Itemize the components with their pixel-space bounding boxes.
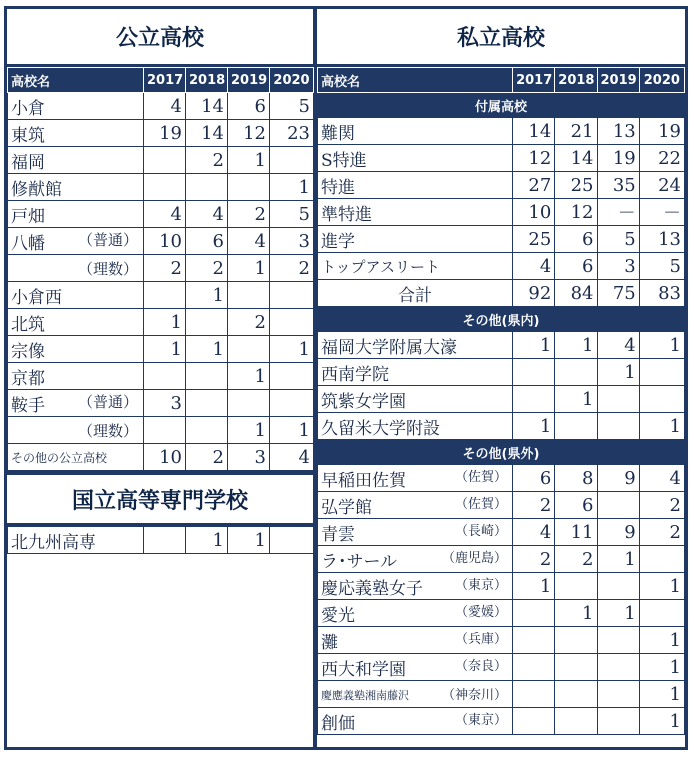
school-name-cell	[318, 465, 513, 492]
school-name: 久留米大学附設	[321, 418, 440, 439]
school-name-cell	[318, 600, 513, 627]
count-2019	[597, 681, 639, 708]
school-name-cell	[8, 120, 144, 147]
count-2019: 6	[228, 93, 270, 120]
count-2020: 5	[639, 253, 684, 280]
table-row	[318, 253, 685, 280]
section-header-row	[318, 93, 685, 118]
table-row	[318, 172, 685, 199]
header-2019: 2019	[228, 68, 270, 93]
prefecture-label: （奈良）	[455, 658, 508, 674]
count-2017	[513, 386, 555, 413]
school-name-cell	[8, 444, 144, 471]
right-panel	[317, 9, 685, 747]
count-2017	[144, 417, 186, 444]
count-2020: 1	[639, 627, 684, 654]
school-name-cell	[8, 309, 144, 336]
public-table	[7, 67, 314, 471]
count-2019: 9	[597, 519, 639, 546]
count-2017: 10	[144, 228, 186, 255]
school-name: ラ･サール	[321, 551, 398, 572]
count-2019: 35	[597, 172, 639, 199]
count-2019: 1	[597, 359, 639, 386]
school-name: 八幡	[11, 233, 45, 254]
header-2017: 2017	[144, 68, 186, 93]
total-row	[318, 280, 685, 307]
count-2017	[513, 627, 555, 654]
school-name: 北九州高専	[11, 532, 96, 553]
count-2020: 1	[639, 332, 684, 359]
table-row	[318, 465, 685, 492]
header-2017: 2017	[513, 68, 555, 93]
count-2019: 5	[597, 226, 639, 253]
private-header-row	[318, 68, 685, 93]
count-2018	[555, 708, 597, 735]
count-2017: 14	[513, 118, 555, 145]
count-2018	[555, 681, 597, 708]
header-2019: 2019	[597, 68, 639, 93]
count-2017	[513, 600, 555, 627]
school-name: 進学	[321, 231, 355, 252]
count-2018: 6	[186, 228, 228, 255]
school-name: 小倉西	[11, 287, 62, 308]
table-row	[318, 332, 685, 359]
table-row	[8, 147, 314, 174]
public-header-row	[8, 68, 314, 93]
prefecture-label: （兵庫）	[455, 631, 508, 647]
table-row	[318, 681, 685, 708]
count-2017: 6	[513, 465, 555, 492]
table-row	[318, 226, 685, 253]
table-row	[8, 174, 314, 201]
count-2018	[555, 359, 597, 386]
count-2017: 2	[513, 492, 555, 519]
school-name: 福岡大学附属大濠	[321, 337, 457, 358]
count-2017: 12	[513, 145, 555, 172]
table-row	[8, 336, 314, 363]
prefecture-label: （長崎）	[455, 523, 508, 539]
count-2019	[228, 174, 270, 201]
section-label: その他(県外)	[318, 440, 685, 465]
school-name-cell	[318, 681, 513, 708]
count-2018	[186, 363, 228, 390]
school-name-cell	[8, 527, 144, 554]
count-2020	[270, 363, 314, 390]
prefecture-label: （愛媛）	[455, 604, 508, 620]
header-2018: 2018	[555, 68, 597, 93]
count-2020	[639, 600, 684, 627]
school-name-cell	[8, 201, 144, 228]
prefecture-label: （佐賀）	[455, 496, 508, 512]
count-2018: 6	[555, 492, 597, 519]
count-2018: 14	[186, 93, 228, 120]
section-header-row	[318, 440, 685, 465]
count-2018: 12	[555, 199, 597, 226]
section-label: 付属高校	[318, 93, 685, 118]
school-name-cell	[8, 363, 144, 390]
count-2017	[513, 681, 555, 708]
count-2018	[186, 174, 228, 201]
count-2019: 75	[597, 280, 639, 307]
section-header-row	[318, 307, 685, 332]
count-2017: 1	[513, 332, 555, 359]
school-name: 北筑	[11, 314, 45, 335]
private-table	[317, 67, 685, 735]
school-name: 西南学院	[321, 364, 389, 385]
count-2017: 1	[144, 309, 186, 336]
count-2017: 10	[144, 444, 186, 471]
school-name-cell	[318, 573, 513, 600]
school-name-cell	[318, 708, 513, 735]
count-2018: 1	[555, 600, 597, 627]
count-2017: 4	[144, 201, 186, 228]
school-name: 早稲田佐賀	[321, 470, 406, 491]
school-name-cell	[318, 172, 513, 199]
count-2020: 1	[639, 413, 684, 440]
count-2020	[270, 282, 314, 309]
table-row	[318, 199, 685, 226]
count-2020	[270, 147, 314, 174]
prefecture-label: （東京）	[455, 577, 508, 593]
count-2019	[228, 336, 270, 363]
count-2019	[597, 492, 639, 519]
count-2018	[555, 413, 597, 440]
count-2018	[555, 654, 597, 681]
table-row	[8, 363, 314, 390]
count-2020: 1	[639, 654, 684, 681]
school-name-cell	[318, 519, 513, 546]
school-name-cell	[8, 255, 144, 282]
school-name-cell	[318, 226, 513, 253]
count-2019	[228, 390, 270, 417]
table-row	[8, 527, 314, 554]
count-2020: 2	[639, 519, 684, 546]
count-2020: 1	[639, 708, 684, 735]
course-label: （普通）	[77, 392, 138, 411]
count-2019	[597, 413, 639, 440]
school-name: 創価	[321, 713, 355, 734]
prefecture-label: （神奈川）	[442, 688, 508, 703]
table-row	[318, 118, 685, 145]
national-table	[7, 526, 314, 554]
count-2020: 13	[639, 226, 684, 253]
count-2017: 1	[513, 413, 555, 440]
school-name: 東筑	[11, 125, 45, 146]
table-row	[318, 627, 685, 654]
count-2017	[513, 654, 555, 681]
header-school: 高校名	[8, 68, 144, 93]
count-2020: 1	[270, 336, 314, 363]
school-name-cell	[318, 332, 513, 359]
school-name: 小倉	[11, 98, 45, 119]
count-2018: 14	[186, 120, 228, 147]
count-2020	[639, 546, 684, 573]
school-name-cell	[318, 654, 513, 681]
count-2020: 2	[639, 492, 684, 519]
count-2018: 1	[186, 282, 228, 309]
count-2020: 19	[639, 118, 684, 145]
count-2020: 2	[270, 255, 314, 282]
school-name-cell	[318, 145, 513, 172]
count-2017	[144, 174, 186, 201]
header-2018: 2018	[186, 68, 228, 93]
table-row	[318, 654, 685, 681]
school-name: その他の公立高校	[11, 451, 108, 465]
count-2020: －	[639, 199, 684, 226]
school-name: 青雲	[321, 524, 355, 545]
private-table-body	[318, 68, 685, 735]
count-2020: 1	[270, 417, 314, 444]
table-row	[318, 413, 685, 440]
count-2017	[144, 147, 186, 174]
school-name: 宗像	[11, 341, 45, 362]
count-2018: 11	[555, 519, 597, 546]
count-2020: 5	[270, 93, 314, 120]
course-label: （普通）	[77, 230, 138, 249]
school-name-cell	[8, 282, 144, 309]
school-name-cell	[8, 93, 144, 120]
count-2017: 19	[144, 120, 186, 147]
count-2019: 2	[228, 201, 270, 228]
table-row	[318, 573, 685, 600]
table-row	[8, 390, 314, 417]
count-2019: 9	[597, 465, 639, 492]
count-2018	[186, 309, 228, 336]
table-row	[8, 417, 314, 444]
count-2020: 1	[639, 573, 684, 600]
count-2018	[555, 627, 597, 654]
count-2018: 2	[186, 255, 228, 282]
count-2017	[513, 708, 555, 735]
count-2018: 2	[186, 444, 228, 471]
private-title: 私立高校	[456, 26, 545, 51]
national-table-body	[8, 527, 314, 554]
count-2017	[144, 282, 186, 309]
school-name-cell	[318, 627, 513, 654]
header-2020: 2020	[639, 68, 684, 93]
count-2020	[639, 359, 684, 386]
public-title: 公立高校	[115, 26, 204, 51]
prefecture-label: （鹿児島）	[442, 550, 508, 566]
table-row	[8, 309, 314, 336]
count-2019: 1	[228, 255, 270, 282]
count-2020: 1	[270, 174, 314, 201]
count-2018: 6	[555, 253, 597, 280]
count-2020: 4	[270, 444, 314, 471]
school-name-cell	[8, 417, 144, 444]
count-2017	[144, 363, 186, 390]
count-2018: 1	[186, 527, 228, 554]
public-table-body	[8, 68, 314, 471]
school-name: 鞍手	[11, 395, 45, 416]
count-2019: 1	[597, 546, 639, 573]
count-2018	[186, 417, 228, 444]
table-row	[318, 519, 685, 546]
table-row	[318, 600, 685, 627]
table-row	[8, 201, 314, 228]
count-2018: 84	[555, 280, 597, 307]
count-2019: 2	[228, 309, 270, 336]
count-2019	[597, 627, 639, 654]
prefecture-label: （佐賀）	[455, 469, 508, 485]
table-row	[8, 282, 314, 309]
count-2017	[144, 527, 186, 554]
count-2020: 4	[639, 465, 684, 492]
school-name-cell	[318, 280, 513, 307]
count-2020	[270, 309, 314, 336]
count-2018	[186, 390, 228, 417]
table-row	[318, 708, 685, 735]
count-2019	[597, 708, 639, 735]
school-name: 西大和学園	[321, 659, 406, 680]
school-name: 福岡	[11, 152, 45, 173]
prefecture-label: （東京）	[455, 712, 508, 728]
count-2020: 23	[270, 120, 314, 147]
count-2017: 10	[513, 199, 555, 226]
table-row	[8, 120, 314, 147]
count-2019	[597, 654, 639, 681]
count-2019: 1	[228, 363, 270, 390]
count-2019: 3	[597, 253, 639, 280]
school-name-cell	[318, 253, 513, 280]
count-2020: 24	[639, 172, 684, 199]
table-row	[318, 359, 685, 386]
table-row	[8, 93, 314, 120]
count-2019: 4	[228, 228, 270, 255]
count-2019: 1	[228, 527, 270, 554]
count-2017: 1	[144, 336, 186, 363]
school-name-cell	[318, 413, 513, 440]
school-name-cell	[318, 359, 513, 386]
school-name: 筑紫女学園	[321, 391, 406, 412]
school-name-cell	[318, 199, 513, 226]
section-label: その他(県内)	[318, 307, 685, 332]
school-name: 灘	[321, 632, 338, 653]
school-name: 戸畑	[11, 206, 45, 227]
count-2018	[555, 573, 597, 600]
school-name: 弘学館	[321, 497, 372, 518]
count-2018: 1	[186, 336, 228, 363]
school-name: 修猷館	[11, 179, 62, 200]
count-2018: 21	[555, 118, 597, 145]
count-2020: 83	[639, 280, 684, 307]
count-2017: 2	[513, 546, 555, 573]
count-2020: 1	[639, 681, 684, 708]
count-2019: 19	[597, 145, 639, 172]
count-2017: 4	[513, 519, 555, 546]
count-2018: 2	[186, 147, 228, 174]
national-title: 国立高等専門学校	[71, 488, 248, 514]
count-2019: 12	[228, 120, 270, 147]
count-2018: 1	[555, 332, 597, 359]
count-2020: 3	[270, 228, 314, 255]
school-name-cell	[8, 174, 144, 201]
school-name-cell	[318, 492, 513, 519]
count-2018: 4	[186, 201, 228, 228]
school-name-cell	[318, 546, 513, 573]
results-sheet	[4, 6, 688, 750]
table-row	[318, 386, 685, 413]
table-row	[8, 228, 314, 255]
count-2018: 1	[555, 386, 597, 413]
count-2020	[270, 390, 314, 417]
count-2020	[270, 527, 314, 554]
school-name-cell	[8, 336, 144, 363]
school-name: 難関	[321, 123, 355, 144]
count-2017: 3	[144, 390, 186, 417]
count-2017: 92	[513, 280, 555, 307]
count-2019: 4	[597, 332, 639, 359]
table-row	[318, 145, 685, 172]
table-row	[8, 444, 314, 471]
count-2020	[639, 386, 684, 413]
left-panel	[7, 9, 313, 747]
count-2019: 3	[228, 444, 270, 471]
count-2017: 4	[513, 253, 555, 280]
school-name-cell	[8, 390, 144, 417]
table-row	[318, 492, 685, 519]
school-name: S特進	[321, 150, 367, 171]
course-label: （理数）	[77, 421, 138, 440]
count-2018: 6	[555, 226, 597, 253]
school-name-cell	[318, 386, 513, 413]
school-name: 愛光	[321, 605, 355, 626]
count-2020: 22	[639, 145, 684, 172]
course-label: （理数）	[77, 259, 138, 278]
count-2018: 25	[555, 172, 597, 199]
school-name-cell	[8, 228, 144, 255]
school-name: 慶応義塾女子	[321, 578, 423, 599]
count-2019	[228, 282, 270, 309]
count-2018: 14	[555, 145, 597, 172]
count-2019	[597, 386, 639, 413]
school-name: 特進	[321, 177, 355, 198]
count-2017: 2	[144, 255, 186, 282]
count-2017: 4	[144, 93, 186, 120]
count-2020: 5	[270, 201, 314, 228]
count-2019: 1	[597, 600, 639, 627]
table-row	[8, 255, 314, 282]
school-name: 慶應義塾湘南藤沢	[321, 689, 409, 702]
header-2020: 2020	[270, 68, 314, 93]
count-2019: 13	[597, 118, 639, 145]
header-school: 高校名	[318, 68, 513, 93]
table-row	[318, 546, 685, 573]
count-2017: 27	[513, 172, 555, 199]
school-name-cell	[318, 118, 513, 145]
school-name: 準特進	[321, 204, 372, 225]
count-2019	[597, 573, 639, 600]
count-2018: 2	[555, 546, 597, 573]
count-2019: 1	[228, 417, 270, 444]
school-name-cell	[8, 147, 144, 174]
school-name: トップアスリート	[321, 257, 440, 276]
school-name: 合計	[398, 285, 433, 306]
school-name: 京都	[11, 368, 45, 389]
count-2017: 25	[513, 226, 555, 253]
count-2019: －	[597, 199, 639, 226]
count-2018: 8	[555, 465, 597, 492]
count-2019: 1	[228, 147, 270, 174]
count-2017	[513, 359, 555, 386]
count-2017: 1	[513, 573, 555, 600]
